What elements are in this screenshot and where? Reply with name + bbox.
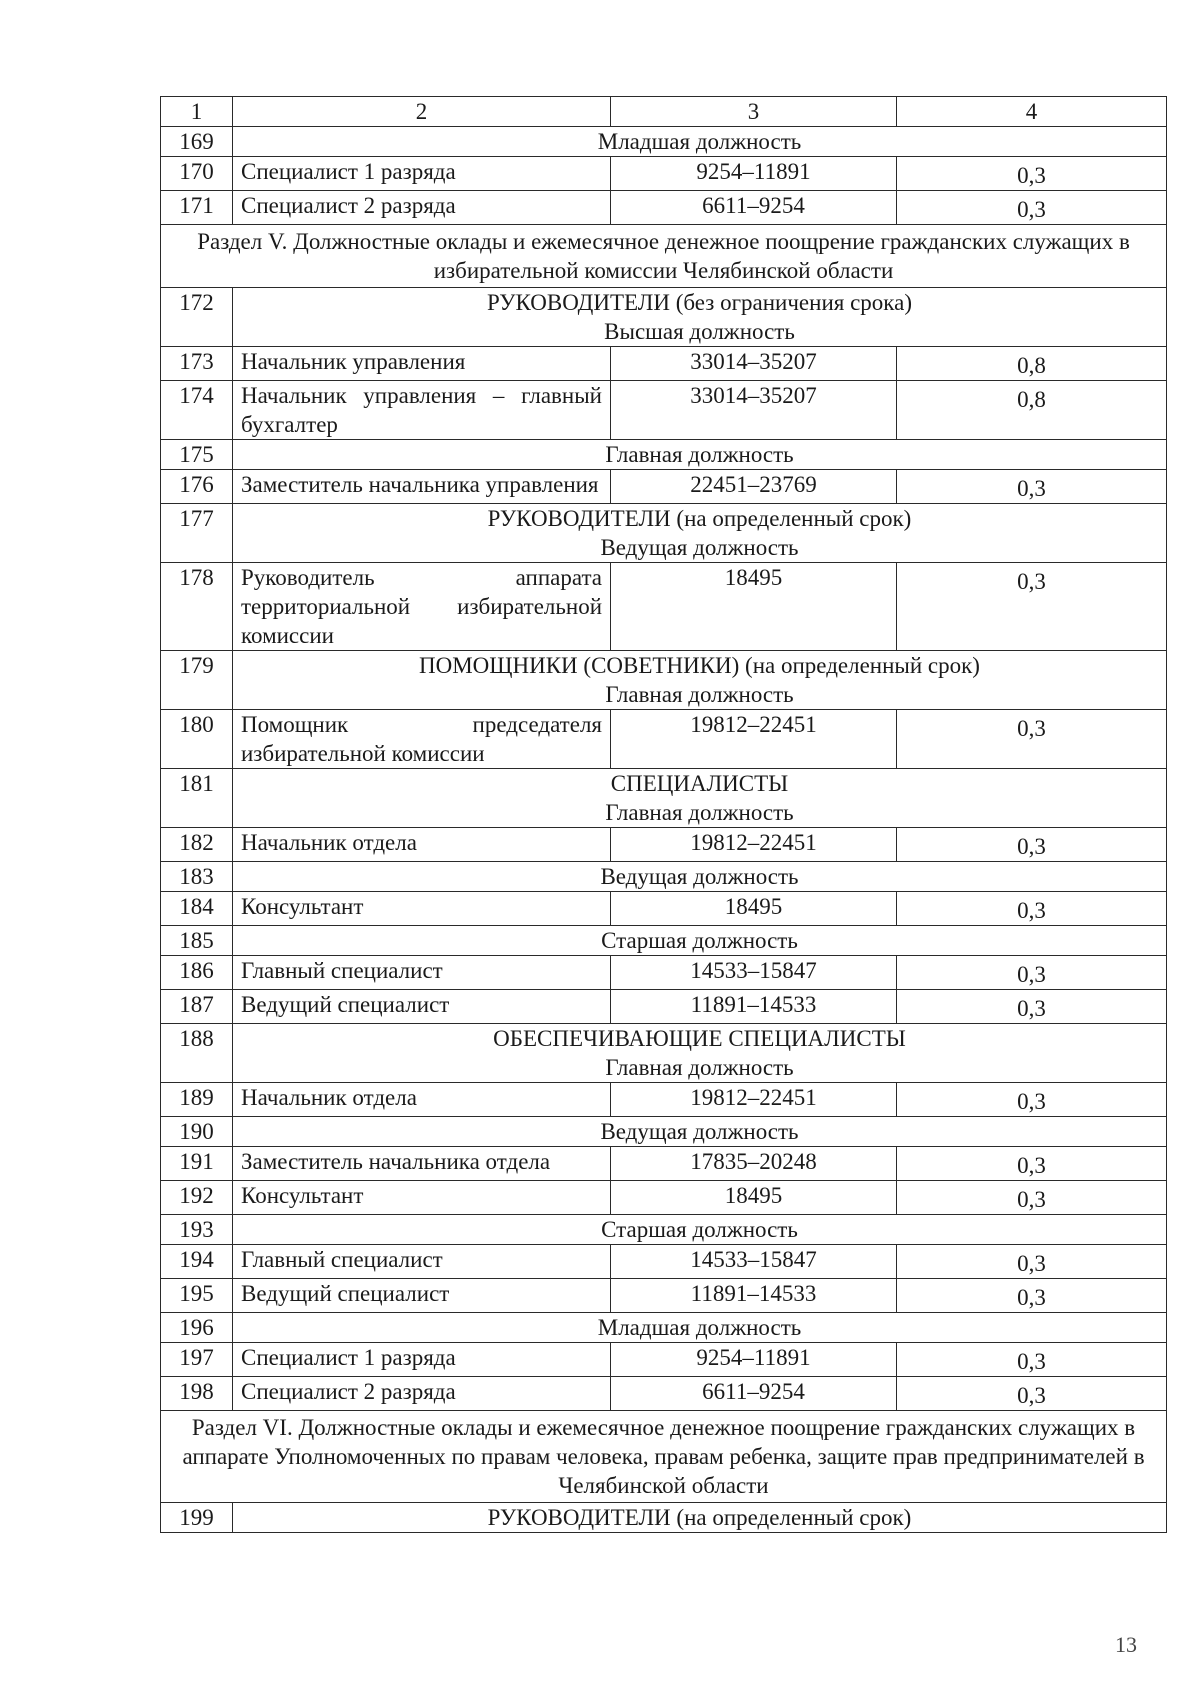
table-row (161, 1343, 1167, 1377)
table-body (161, 127, 1167, 1533)
table-row (161, 956, 1167, 990)
bonus-rate: 0,3 (897, 157, 1167, 191)
column-number-1: 1 (161, 97, 233, 127)
salary-range: 9254–11891 (611, 157, 897, 191)
category-cell (233, 127, 1167, 157)
bonus-rate: 0,3 (897, 563, 1167, 651)
row-number: 181 (161, 769, 233, 828)
category-row (161, 1503, 1167, 1533)
position-title: Начальник управления – главный бухгалтер (233, 381, 611, 440)
row-number: 196 (161, 1313, 233, 1343)
salary-range: 6611–9254 (611, 191, 897, 225)
position-title: Ведущий специалист (233, 990, 611, 1024)
salary-range: 19812–22451 (611, 1083, 897, 1117)
category-label: Главная должность (605, 682, 794, 707)
row-number: 187 (161, 990, 233, 1024)
category-label: Ведущая должность (600, 535, 799, 560)
category-label: РУКОВОДИТЕЛИ (на определенный срок) (487, 1505, 912, 1530)
bonus-rate: 0,3 (897, 828, 1167, 862)
column-number-row (161, 97, 1167, 127)
row-number: 183 (161, 862, 233, 892)
bonus-rate: 0,3 (897, 990, 1167, 1024)
category-label: Главная должность (605, 442, 794, 467)
category-row (161, 926, 1167, 956)
salary-range: 33014–35207 (611, 347, 897, 381)
row-number: 173 (161, 347, 233, 381)
section-title: Раздел V. Должностные оклады и ежемесячное денежное поощрение гражданских служащих в избирательной комиссии Челябинской области (161, 225, 1167, 288)
row-number: 199 (161, 1503, 233, 1533)
table-row (161, 990, 1167, 1024)
row-number: 179 (161, 651, 233, 710)
table-row (161, 470, 1167, 504)
category-cell (233, 651, 1167, 710)
row-number: 176 (161, 470, 233, 504)
row-number: 193 (161, 1215, 233, 1245)
table-row (161, 191, 1167, 225)
salary-range: 14533–15847 (611, 1245, 897, 1279)
category-label: Старшая должность (601, 1217, 798, 1242)
section-row (161, 1411, 1167, 1503)
row-number: 194 (161, 1245, 233, 1279)
category-row (161, 1215, 1167, 1245)
bonus-rate: 0,3 (897, 892, 1167, 926)
position-title: Главный специалист (233, 956, 611, 990)
category-label: Младшая должность (597, 1315, 802, 1340)
row-number: 180 (161, 710, 233, 769)
salary-range: 11891–14533 (611, 990, 897, 1024)
salary-range: 9254–11891 (611, 1343, 897, 1377)
row-number: 177 (161, 504, 233, 563)
position-title: Ведущий специалист (233, 1279, 611, 1313)
salary-range: 18495 (611, 892, 897, 926)
category-row (161, 1313, 1167, 1343)
category-cell (233, 862, 1167, 892)
salary-range: 6611–9254 (611, 1377, 897, 1411)
category-label: Старшая должность (601, 928, 798, 953)
table-row (161, 1279, 1167, 1313)
salary-range: 11891–14533 (611, 1279, 897, 1313)
category-row (161, 651, 1167, 710)
position-title: Главный специалист (233, 1245, 611, 1279)
bonus-rate: 0,8 (897, 381, 1167, 440)
row-number: 191 (161, 1147, 233, 1181)
position-title: Заместитель начальника управления (233, 470, 611, 504)
category-row (161, 769, 1167, 828)
category-cell (233, 288, 1167, 347)
position-title: Специалист 1 разряда (233, 157, 611, 191)
bonus-rate: 0,3 (897, 191, 1167, 225)
category-cell (233, 1503, 1167, 1533)
category-row (161, 440, 1167, 470)
category-row (161, 1117, 1167, 1147)
salary-range: 33014–35207 (611, 381, 897, 440)
row-number: 182 (161, 828, 233, 862)
row-number: 175 (161, 440, 233, 470)
bonus-rate: 0,3 (897, 470, 1167, 504)
category-cell (233, 1215, 1167, 1245)
salary-table (160, 96, 1167, 1533)
category-label: РУКОВОДИТЕЛИ (на определенный срок) (487, 506, 912, 531)
table-row (161, 828, 1167, 862)
table-row (161, 1083, 1167, 1117)
bonus-rate: 0,3 (897, 1181, 1167, 1215)
category-row (161, 1024, 1167, 1083)
category-label: Главная должность (605, 1055, 794, 1080)
category-cell (233, 769, 1167, 828)
table-row (161, 1181, 1167, 1215)
position-title: Специалист 2 разряда (233, 191, 611, 225)
row-number: 172 (161, 288, 233, 347)
category-label: Высшая должность (604, 319, 795, 344)
position-title: Начальник управления (233, 347, 611, 381)
category-label: Ведущая должность (600, 1119, 799, 1144)
row-number: 184 (161, 892, 233, 926)
row-number: 174 (161, 381, 233, 440)
table-row (161, 381, 1167, 440)
position-title: Начальник отдела (233, 828, 611, 862)
salary-range: 22451–23769 (611, 470, 897, 504)
category-row (161, 504, 1167, 563)
category-label: Младшая должность (597, 129, 802, 154)
row-number: 169 (161, 127, 233, 157)
table-row (161, 892, 1167, 926)
bonus-rate: 0,3 (897, 1343, 1167, 1377)
salary-range: 19812–22451 (611, 828, 897, 862)
row-number: 198 (161, 1377, 233, 1411)
page-number: 13 (1115, 1632, 1137, 1657)
section-row (161, 225, 1167, 288)
position-title: Консультант (233, 1181, 611, 1215)
salary-range: 18495 (611, 563, 897, 651)
row-number: 171 (161, 191, 233, 225)
table-row (161, 1377, 1167, 1411)
category-cell (233, 1117, 1167, 1147)
position-title: Консультант (233, 892, 611, 926)
row-number: 185 (161, 926, 233, 956)
row-number: 192 (161, 1181, 233, 1215)
row-number: 188 (161, 1024, 233, 1083)
column-number-2: 2 (233, 97, 611, 127)
category-label: СПЕЦИАЛИСТЫ (610, 771, 789, 796)
category-row (161, 288, 1167, 347)
table-row (161, 1245, 1167, 1279)
position-title: Специалист 2 разряда (233, 1377, 611, 1411)
salary-range: 19812–22451 (611, 710, 897, 769)
bonus-rate: 0,3 (897, 1147, 1167, 1181)
position-title: Заместитель начальника отдела (233, 1147, 611, 1181)
category-cell (233, 926, 1167, 956)
column-number-4: 4 (897, 97, 1167, 127)
position-title: Начальник отдела (233, 1083, 611, 1117)
table-row (161, 347, 1167, 381)
bonus-rate: 0,3 (897, 1245, 1167, 1279)
category-label: Главная должность (605, 800, 794, 825)
bonus-rate: 0,8 (897, 347, 1167, 381)
table-row (161, 157, 1167, 191)
salary-range: 14533–15847 (611, 956, 897, 990)
category-label: ОБЕСПЕЧИВАЮЩИЕ СПЕЦИАЛИСТЫ (493, 1026, 906, 1051)
row-number: 197 (161, 1343, 233, 1377)
category-cell (233, 1024, 1167, 1083)
salary-range: 17835–20248 (611, 1147, 897, 1181)
row-number: 189 (161, 1083, 233, 1117)
table-row (161, 1147, 1167, 1181)
category-label: РУКОВОДИТЕЛИ (без ограничения срока) (486, 290, 912, 315)
category-row (161, 127, 1167, 157)
category-label: ПОМОЩНИКИ (СОВЕТНИКИ) (на определенный срок) (419, 653, 980, 678)
table-row (161, 563, 1167, 651)
bonus-rate: 0,3 (897, 1377, 1167, 1411)
row-number: 190 (161, 1117, 233, 1147)
category-row (161, 862, 1167, 892)
position-title: Руководитель аппарата территориальной избирательной комиссии (233, 563, 611, 651)
row-number: 178 (161, 563, 233, 651)
position-title: Специалист 1 разряда (233, 1343, 611, 1377)
category-cell (233, 1313, 1167, 1343)
section-title: Раздел VI. Должностные оклады и ежемесячное денежное поощрение гражданских служащих в аппарате Уполномоченных по правам человека, правам ребенка, защите прав предпринимателей в Челябинской области (161, 1411, 1167, 1503)
row-number: 170 (161, 157, 233, 191)
row-number: 186 (161, 956, 233, 990)
bonus-rate: 0,3 (897, 956, 1167, 990)
salary-table-container (160, 96, 1166, 1533)
category-cell (233, 504, 1167, 563)
column-number-3: 3 (611, 97, 897, 127)
bonus-rate: 0,3 (897, 710, 1167, 769)
table-row (161, 710, 1167, 769)
category-cell (233, 440, 1167, 470)
bonus-rate: 0,3 (897, 1083, 1167, 1117)
position-title: Помощник председателя избирательной комиссии (233, 710, 611, 769)
category-label: Ведущая должность (600, 864, 799, 889)
salary-range: 18495 (611, 1181, 897, 1215)
row-number: 195 (161, 1279, 233, 1313)
bonus-rate: 0,3 (897, 1279, 1167, 1313)
